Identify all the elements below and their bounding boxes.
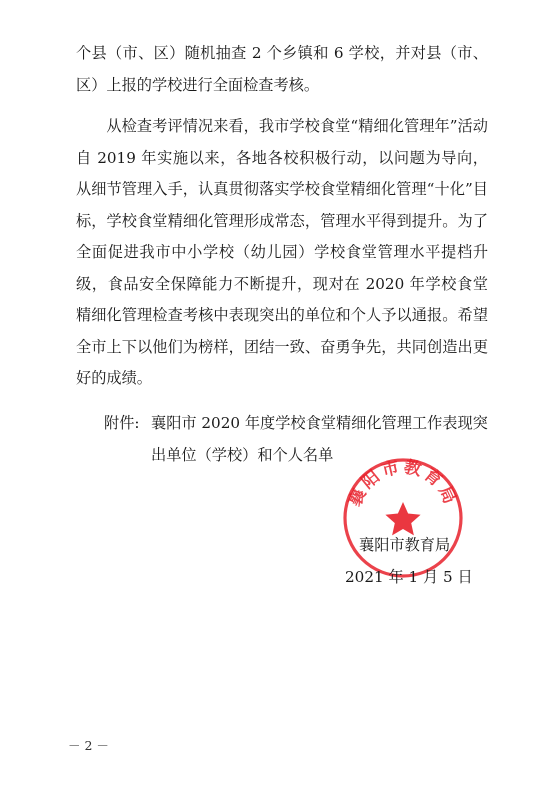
paragraph-1: 个县（市、区）随机抽查 2 个乡镇和 6 学校，并对县（市、区）上报的学校进行全面检查考核。	[76, 44, 488, 94]
signer: 襄阳市教育局	[359, 536, 451, 554]
svg-text:襄阳市教育局	[344, 456, 460, 509]
issue-date: 2021 年 1 月 5 日	[345, 568, 473, 586]
attachment-text: 襄阳市 2020 年度学校食堂精细化管理工作表现突出单位（学校）和个人名单	[151, 414, 488, 464]
seal-text: 襄阳市教育局	[345, 457, 461, 510]
paragraph-2: 从检查考评情况来看，我市学校食堂“精细化管理年”活动自 2019 年实施以来，各地各校积极行动，以问题为导向，从细节管理入手，认真贯彻落实学校食堂精细化管理“十化”目标，学校食堂精细化管理形成常态，管理水平得到提升。为了全面促进我市中小学校（幼儿园）学校食堂管理水平提档升级，食品安全保障能力不断提升，现对在 2020 年学校食堂精细化管理检查考核中表现突出的单位和个人予以通报。希望全市上下以他们为榜样，团结一致、奋勇争先，共同创造出更好的成绩。	[76, 117, 488, 387]
page-number: － 2 －	[68, 738, 109, 753]
attachment-label: 附件:	[104, 414, 140, 432]
